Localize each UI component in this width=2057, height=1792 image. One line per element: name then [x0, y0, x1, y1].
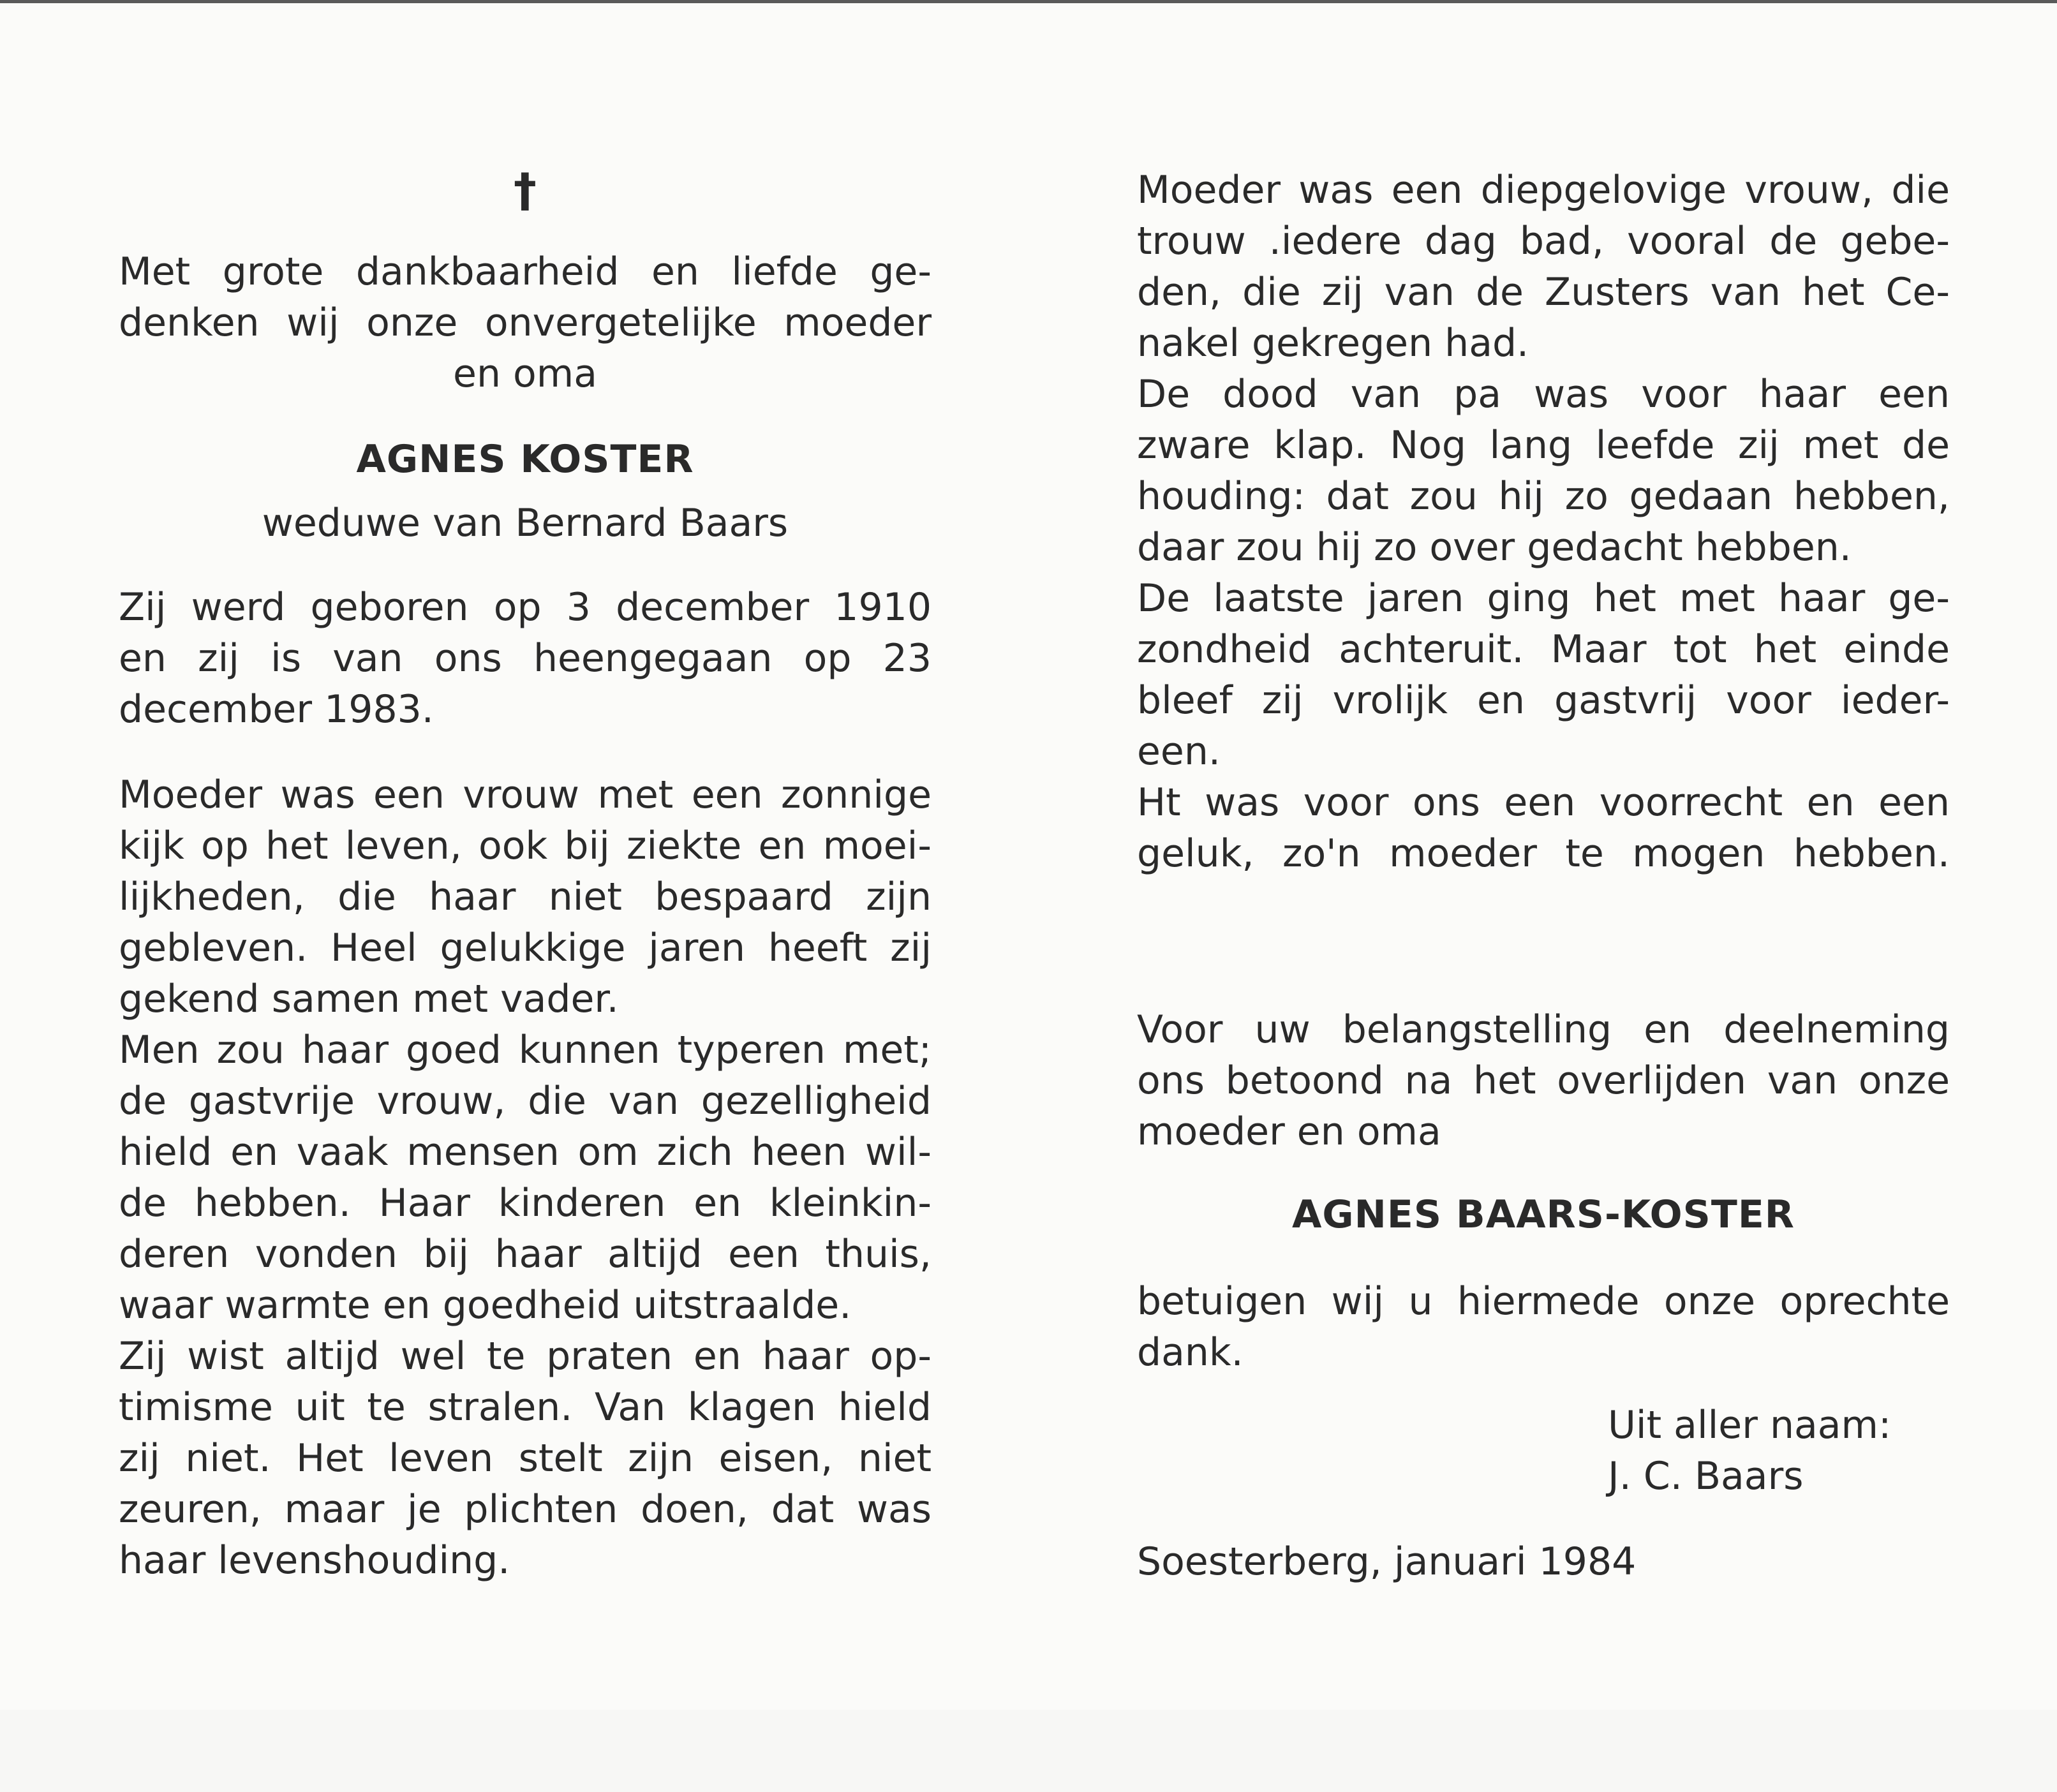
closing-line: dank.	[1137, 1330, 1244, 1375]
body-line: De dood van pa was voor haar een	[1137, 372, 1950, 417]
body-line: Moeder was een vrouw met een zonnige	[119, 773, 932, 817]
intro-line: denken wij onze onvergetelijke moeder	[119, 300, 932, 345]
body-line: lijkheden, die haar niet bespaard zijn	[119, 875, 932, 919]
body-line: haar levenshouding.	[119, 1538, 510, 1583]
signature-label: Uit aller naam:	[1608, 1403, 1892, 1448]
body-line: timisme uit te stralen. Van klagen hield	[119, 1385, 932, 1430]
body-line: Men zou haar goed kunnen typeren met;	[119, 1028, 932, 1072]
body-line: daar zou hij zo over gedacht hebben.	[1137, 525, 1852, 570]
body-line: een.	[1137, 729, 1221, 774]
birth-line: en zij is van ons heengegaan op 23	[119, 636, 932, 681]
body-line: trouw .iedere dag bad, vooral de gebe-	[1137, 219, 1950, 263]
place-date: Soesterberg, januari 1984	[1137, 1539, 1637, 1584]
deceased-full-name: AGNES BAARS-KOSTER	[1291, 1192, 1795, 1237]
body-line: de gastvrije vrouw, die van gezelligheid	[119, 1079, 932, 1123]
body-line: zeuren, maar je plichten doen, dat was	[119, 1487, 932, 1532]
body-line: waar warmte en goedheid uitstraalde.	[119, 1283, 852, 1328]
body-line: Ht was voor ons een voorrecht en een	[1137, 780, 1950, 825]
closing-line: betuigen wij u hiermede onze oprechte	[1137, 1279, 1950, 1324]
intro-line: Met grote dankbaarheid en liefde ge-	[119, 249, 932, 294]
body-line: nakel gekregen had.	[1137, 321, 1529, 366]
intro-line: en oma	[453, 352, 597, 396]
body-line: zij niet. Het leven stelt zijn eisen, niet	[119, 1436, 932, 1481]
body-line: deren vonden bij haar altijd een thuis,	[119, 1232, 932, 1277]
birth-line: Zij werd geboren op 3 december 1910	[119, 585, 932, 630]
scan-edge	[0, 0, 2057, 3]
deceased-name: AGNES KOSTER	[356, 437, 694, 482]
body-line: gebleven. Heel gelukkige jaren heeft zij	[119, 926, 932, 970]
body-line: houding: dat zou hij zo gedaan hebben,	[1137, 474, 1950, 519]
body-line: Zij wist altijd wel te praten en haar op-	[119, 1334, 932, 1379]
thanks-line: moeder en oma	[1137, 1109, 1441, 1154]
body-line: bleef zij vrolijk en gastvrij voor ieder-	[1137, 678, 1950, 723]
body-line: den, die zij van de Zusters van het Ce-	[1137, 270, 1950, 315]
thanks-line: Voor uw belangstelling en deelneming	[1137, 1007, 1950, 1052]
body-line: hield en vaak mensen om zich heen wil-	[119, 1130, 932, 1174]
body-line: gekend samen met vader.	[119, 977, 619, 1021]
body-line: Moeder was een diepgelovige vrouw, die	[1137, 168, 1950, 212]
body-line: De laatste jaren ging het met haar ge-	[1137, 576, 1950, 621]
body-line: geluk, zo'n moeder te mogen hebben.	[1137, 831, 1950, 876]
thanks-line: ons betoond na het overlijden van onze	[1137, 1058, 1950, 1103]
body-line: de hebben. Haar kinderen en kleinkin-	[119, 1181, 932, 1226]
body-line: kijk op het leven, ook bij ziekte en moei-	[119, 824, 932, 868]
cross-icon: †	[514, 163, 537, 217]
body-line: zware klap. Nog lang leefde zij met de	[1137, 423, 1950, 468]
widow-line: weduwe van Bernard Baars	[262, 501, 789, 545]
body-line: zondheid achteruit. Maar tot het einde	[1137, 627, 1950, 672]
birth-line: december 1983.	[119, 687, 434, 732]
signature-name: J. C. Baars	[1608, 1454, 1804, 1499]
paper-bottom-margin	[0, 1710, 2057, 1792]
